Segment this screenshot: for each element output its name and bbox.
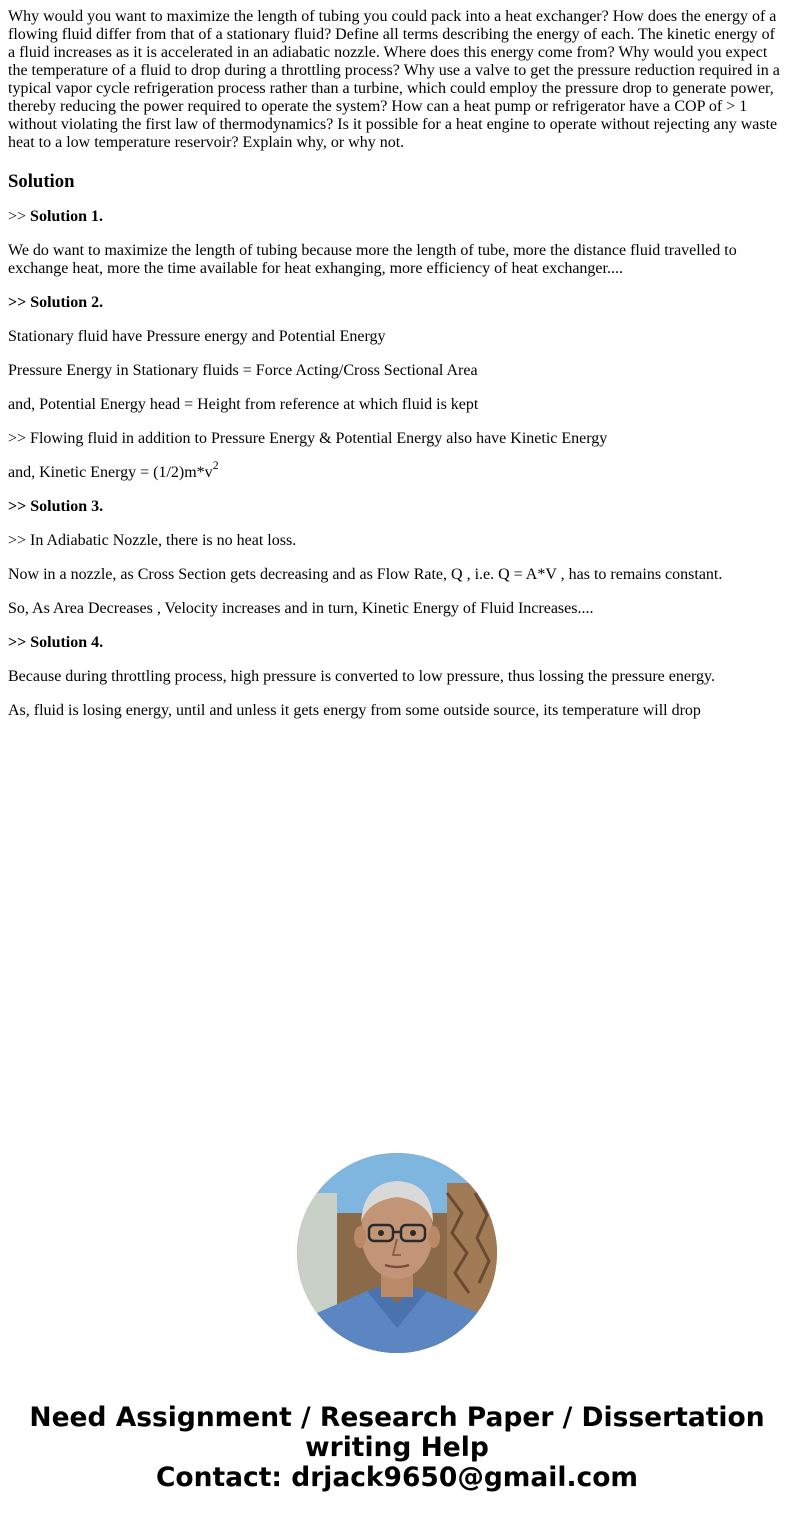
solution-1-label xyxy=(8,208,786,226)
footer-contact-email: Contact: drjack9650@gmail.com xyxy=(155,1462,639,1493)
solution-3-line-1: >> In Adiabatic Nozzle, there is no heat loss. xyxy=(8,532,297,549)
solution-2-line-4: >> Flowing fluid in addition to Pressure Energy & Potential Energy also have Kinetic Energy xyxy=(8,430,608,447)
footer-contact xyxy=(0,1403,794,1493)
solution-3-title: >> Solution 3. xyxy=(8,498,104,515)
solution-4-line-2: As, fluid is losing energy, until and unless it gets energy from some outside source, its temperature will drop xyxy=(8,702,701,719)
footer-line-2: writing Help xyxy=(305,1432,489,1463)
author-photo xyxy=(297,1153,497,1353)
portrait-image xyxy=(297,1153,497,1353)
solution-2-title: >> Solution 2. xyxy=(8,294,104,311)
solution-2-line-5 xyxy=(8,457,786,482)
solution-4-label xyxy=(8,634,786,652)
solution-2-line-3: and, Potential Energy head = Height from reference at which fluid is kept xyxy=(8,396,479,413)
question-text: Why would you want to maximize the length of tubing you could pack into a heat exchanger? How does the energy of a flowing fluid differ from that of a stationary fluid? Define all terms describing the energy of each. The kinetic energy of a fluid increases as it is accelerated in an adiabatic nozzle. Where does this energy come from? Why would you expect the temperature of a fluid to drop during a throttling process? Why use a valve to get the pressure reduction required in a typical vapor cycle refrigeration process rather than a turbine, which could employ the pressure drop to generate power, thereby reducing the power required to operate the system? How can a heat pump or refrigerator have a COP of > 1 without violating the first law of thermodynamics? Is it possible for a heat engine to operate without rejecting any waste heat to a low temperature reservoir? Explain why, or why not. xyxy=(8,8,780,151)
solution-2-label xyxy=(8,294,786,312)
solution-3-line-2: Now in a nozzle, as Cross Section gets decreasing and as Flow Rate, Q , i.e. Q = A*V , has to remains constant. xyxy=(8,566,723,583)
solution-4-title: >> Solution 4. xyxy=(8,634,104,651)
exponent: 2 xyxy=(212,457,219,472)
document-content xyxy=(8,8,786,720)
kinetic-energy-formula: and, Kinetic Energy = (1/2)m*v xyxy=(8,464,213,481)
footer-line-1: Need Assignment / Research Paper / Dissertation xyxy=(29,1402,765,1433)
solution-3-label xyxy=(8,498,786,516)
solution-1-text: We do want to maximize the length of tubing because more the length of tube, more the distance fluid travelled to exchange heat, more the time available for heat exhanging, more efficiency of heat exchanger.... xyxy=(8,242,737,277)
solution-heading: Solution xyxy=(8,171,75,192)
solution-2-line-1: Stationary fluid have Pressure energy and Potential Energy xyxy=(8,328,386,345)
solution-3-line-3: So, As Area Decreases , Velocity increases and in turn, Kinetic Energy of Fluid Increases.... xyxy=(8,600,594,617)
solution-4-line-1: Because during throttling process, high pressure is converted to low pressure, thus lossing the pressure energy. xyxy=(8,668,715,685)
solution-2-line-2: Pressure Energy in Stationary fluids = Force Acting/Cross Sectional Area xyxy=(8,362,478,379)
solution-1-title: Solution 1. xyxy=(30,208,103,225)
solution-1-prefix: >> xyxy=(8,208,31,225)
